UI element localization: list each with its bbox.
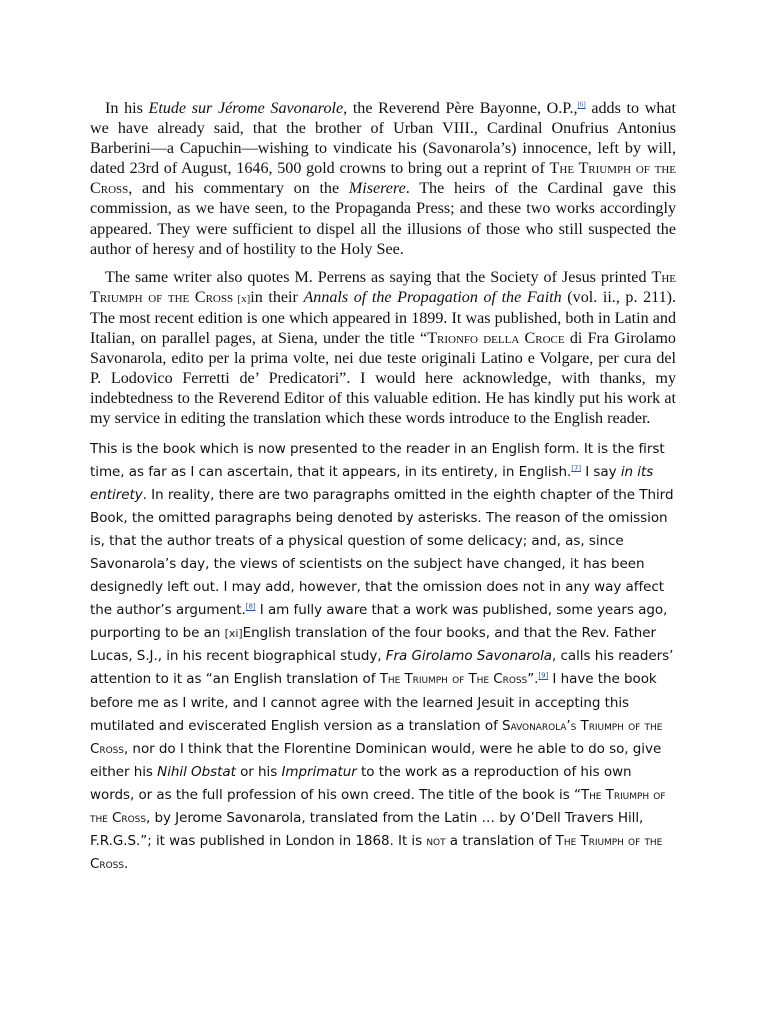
- footnote-link-9[interactable]: [9]: [538, 671, 549, 680]
- text: , and his commentary on the: [128, 180, 349, 198]
- text: ”.: [527, 671, 539, 688]
- book-title: The Triumph of the Cross: [90, 160, 676, 198]
- page-marker: [xi]: [224, 627, 243, 641]
- text: I am fully aware that a work was published, some years ago, purporting to be an: [90, 602, 668, 642]
- footnote-link-8[interactable]: [8]: [245, 602, 256, 611]
- text: , the Reverend Père Bayonne, O.P.,: [343, 100, 578, 117]
- page-marker: [x]: [233, 292, 251, 305]
- text: (vol. ii., p. 211). The most recent edition is one which appeared in 1899. It was published, both in Latin and Italian, on parallel pages, at Siena, under the title “: [90, 288, 677, 348]
- text: English translation of the four books, and that the Rev. Father Lucas, S.J., in his recent biographical study,: [90, 625, 657, 665]
- text: a translation of: [445, 833, 556, 850]
- book-title: The Triumph of the Cross: [90, 833, 663, 873]
- book-title: The Triumph of The Cross: [379, 671, 528, 688]
- text: I have the book before me as I write, and I cannot agree with the learned Jesuit in accepting this mutilated and eviscerated English version as a translation of: [90, 671, 657, 734]
- text: to the work as a reproduction of his own words, or as the full profession of his own creed. The title of the book is “: [90, 763, 632, 803]
- book-title: Savonarola’s Triumph of the Cross: [90, 717, 663, 757]
- paragraph-3: [90, 438, 676, 877]
- book-title: The Triumph of the Cross: [90, 786, 666, 826]
- text: or his: [235, 763, 282, 780]
- text: , nor do I think that the Florentine Dominican would, were he able to do so, give either his: [90, 740, 662, 780]
- text: The same writer also quotes M. Perrens as saying that the Society of Jesus printed: [105, 268, 652, 286]
- book-title: The Triumph of the Cross: [90, 268, 676, 306]
- book-title: Trionfo della Croce: [427, 330, 565, 348]
- text: In his: [105, 100, 149, 117]
- paragraph-1: [90, 99, 676, 260]
- book-title: Etude sur Jérome Savonarole: [148, 100, 344, 117]
- text: I say: [581, 463, 621, 480]
- emphasis: in its entirety: [90, 463, 654, 503]
- emphasis: not: [426, 833, 446, 850]
- text: di Fra Girolamo Savonarola, edito per la prima volte, nei due teste originali Latino e Volgare, per cura del P. Lodovico Ferretti de’ Predicatori”. I would here acknowledge, with thanks, my indebtedness to the Reverend Editor of this valuable edition. He has kindly put his work at my service in editing the translation which these words introduce to the English reader.: [90, 330, 676, 428]
- text: .: [123, 856, 129, 873]
- paragraph-2: [90, 268, 676, 430]
- footnote-link-6[interactable]: [6]: [577, 100, 586, 109]
- emphasis: Imprimatur: [281, 763, 357, 780]
- book-title: Fra Girolamo Savonarola: [385, 648, 553, 665]
- text: , by Jerome Savonarola, translated from the Latin … by O’Dell Travers Hill, F.R.G.S.”; it was published in London in 1868. It is: [90, 810, 644, 850]
- emphasis: Nihil Obstat: [157, 763, 236, 780]
- text: in their: [250, 288, 304, 306]
- text: This is the book which is now presented to the reader in an English form. It is the first time, as far as I can ascertain, that it appears, in its entirety, in English.: [90, 440, 665, 480]
- text: , calls his readers’ attention to it as “an English translation of: [90, 648, 674, 688]
- text: . The heirs of the Cardinal gave this commission, as we have seen, to the Propaganda Press; and these two works accordingly appeared. They were sufficient to dispel all the illusions of those who still suspected the author of heresy and of hostility to the Holy See.: [90, 180, 676, 258]
- document-page: [90, 99, 676, 876]
- text: adds to what we have already said, that the brother of Urban VIII., Cardinal Onufrius Antonius Barberini—a Capuchin—wishing to vindicate his (Savonarola’s) innocence, left by will, dated 23rd of August, 1646, 500 gold crowns to bring out a reprint of: [90, 100, 676, 178]
- footnote-link-7[interactable]: [7]: [571, 464, 581, 473]
- text: . In reality, there are two paragraphs omitted in the eighth chapter of the Third Book, the omitted paragraphs being denoted by asterisks. The reason of the omission is, that the author treats of a physical question of some delicacy; and, as, since Savonarola’s day, the views of scientists on the subject have changed, it has been designedly left out. I may add, however, that the omission does not in any way affect the author’s argument.: [90, 486, 674, 619]
- book-title: Annals of the Propagation of the Faith: [303, 288, 562, 306]
- book-title: Miserere: [348, 180, 406, 198]
